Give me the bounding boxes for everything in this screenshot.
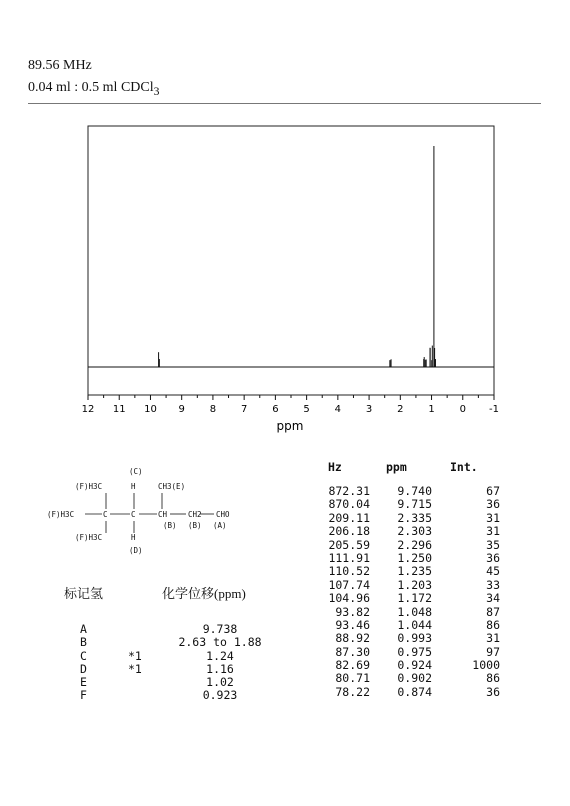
assignment-note: *1 xyxy=(128,661,142,676)
group-ch3-f-bottom: (F)H3C xyxy=(75,533,103,542)
peak-hz: 209.11 xyxy=(328,510,370,525)
header-int: Int. xyxy=(450,460,478,474)
x-tick-label: 9 xyxy=(178,404,185,415)
peak-hz: 870.04 xyxy=(328,497,370,512)
x-tick-label: 5 xyxy=(303,404,310,415)
peak-ppm: 0.902 xyxy=(397,671,432,686)
peak-ppm: 2.335 xyxy=(397,510,432,525)
peak-ppm: 1.235 xyxy=(397,564,432,579)
peak-hz: 93.82 xyxy=(335,604,370,619)
peak-intensity: 97 xyxy=(486,644,500,659)
x-tick-label: 7 xyxy=(240,404,248,415)
assignment-shift-header: 化学位移(ppm) xyxy=(162,586,246,601)
peak-ppm: 1.048 xyxy=(397,604,432,619)
peak-intensity: 67 xyxy=(486,484,500,498)
x-tick-label: 12 xyxy=(81,404,95,415)
assignment-shift-value: 9.738 xyxy=(202,622,238,636)
assignment-proton-label: E xyxy=(80,675,87,690)
group-ch: CH xyxy=(158,510,168,519)
label-a: (A) xyxy=(213,521,227,530)
solvent-subscript: 3 xyxy=(153,84,160,98)
atom-h-bottom: H xyxy=(131,533,136,542)
peak-intensity: 35 xyxy=(486,537,500,552)
group-ch2: CH2 xyxy=(188,510,202,519)
x-tick-label: 8 xyxy=(209,404,217,415)
atom-c-methine: C xyxy=(131,510,136,519)
peak-ppm: 1.250 xyxy=(397,550,432,565)
assignment-proton-label: F xyxy=(80,688,87,703)
group-cho: CHO xyxy=(216,510,230,519)
assignment-shift-value: 1.02 xyxy=(206,675,234,690)
assignment-label-header: 标记氢 xyxy=(64,586,104,601)
x-tick-label: 6 xyxy=(272,404,279,415)
label-d: (D) xyxy=(129,546,143,555)
assignment-shift-value: 2.63 to 1.88 xyxy=(178,635,262,650)
peak-ppm: 0.924 xyxy=(397,658,432,673)
peak-intensity: 36 xyxy=(486,550,500,565)
peak-hz: 78.22 xyxy=(335,684,370,699)
x-tick-label: 0 xyxy=(459,404,466,415)
peak-intensity: 86 xyxy=(486,671,500,686)
peak-hz: 206.18 xyxy=(328,524,370,539)
peak-ppm: 2.303 xyxy=(397,524,432,539)
peak-intensity: 45 xyxy=(486,564,500,579)
label-b-2: (B) xyxy=(188,521,202,530)
peak-hz: 88.92 xyxy=(335,631,370,646)
peak-hz: 80.71 xyxy=(335,671,370,686)
peak-intensity: 87 xyxy=(486,604,500,619)
label-b-1: (B) xyxy=(163,521,177,530)
atom-h-top: H xyxy=(131,482,136,491)
peak-ppm: 9.715 xyxy=(397,497,432,512)
assignment-shift-value: 1.24 xyxy=(206,648,234,663)
x-axis-label: ppm xyxy=(276,419,304,433)
peak-ppm: 1.172 xyxy=(397,591,432,606)
header-hz: Hz xyxy=(328,460,342,474)
assignment-proton-label: B xyxy=(80,635,87,650)
plot-frame xyxy=(88,126,494,395)
assignment-shift-value: 0.923 xyxy=(202,688,238,703)
peak-hz: 205.59 xyxy=(328,537,370,552)
peak-ppm: 2.296 xyxy=(397,537,432,552)
peak-intensity: 33 xyxy=(486,577,500,592)
peak-intensity: 31 xyxy=(486,510,500,525)
assignment-proton-label: D xyxy=(80,661,87,676)
spectrum-peaks xyxy=(159,146,436,367)
peak-ppm: 1.044 xyxy=(397,617,432,632)
peak-intensity: 1000 xyxy=(472,658,500,673)
x-tick-label: 1 xyxy=(428,404,435,415)
peak-hz: 93.46 xyxy=(335,617,370,632)
peak-hz: 111.91 xyxy=(328,550,370,565)
x-tick-label: 11 xyxy=(112,404,126,415)
spectrometer-frequency: 89.56 MHz xyxy=(28,58,92,73)
peak-ppm: 0.993 xyxy=(397,631,432,646)
x-tick-label: -1 xyxy=(489,404,499,415)
peak-intensity: 86 xyxy=(486,617,500,632)
group-ch3-f-top: (F)H3C xyxy=(75,482,103,491)
peak-hz: 110.52 xyxy=(328,564,370,579)
assignment-note: *1 xyxy=(128,648,142,663)
x-tick-label: 2 xyxy=(397,404,404,415)
peak-intensity: 36 xyxy=(486,684,500,699)
atom-c-quaternary: C xyxy=(103,510,108,519)
peak-hz: 872.31 xyxy=(328,484,370,498)
peak-ppm: 1.203 xyxy=(397,577,432,592)
header-ppm: ppm xyxy=(386,460,407,474)
peak-intensity: 31 xyxy=(486,631,500,646)
assignment-proton-label: C xyxy=(80,648,87,663)
solvent-text: 0.04 ml : 0.5 ml CDCl xyxy=(28,80,154,95)
group-ch3-e: CH3(E) xyxy=(158,482,186,491)
peak-intensity: 36 xyxy=(486,497,500,512)
x-axis-ticks xyxy=(82,395,499,415)
molecule-structure xyxy=(45,465,245,560)
assignment-shift-value: 1.16 xyxy=(206,661,234,676)
peak-ppm: 9.740 xyxy=(397,484,432,498)
assignment-proton-label: A xyxy=(80,622,87,636)
peak-intensity: 34 xyxy=(486,591,500,606)
peak-hz: 82.69 xyxy=(335,658,370,673)
x-tick-label: 10 xyxy=(144,404,157,415)
group-ch3-f-left: (F)H3C xyxy=(47,510,75,519)
peak-hz: 107.74 xyxy=(328,577,370,592)
peak-ppm: 0.874 xyxy=(397,684,432,699)
x-tick-label: 3 xyxy=(365,404,373,415)
peak-ppm: 0.975 xyxy=(397,644,432,659)
x-tick-label: 4 xyxy=(334,404,342,415)
peak-hz: 104.96 xyxy=(328,591,370,606)
label-c: (C) xyxy=(129,467,143,476)
peak-intensity: 31 xyxy=(486,524,500,539)
peak-hz: 87.30 xyxy=(335,644,370,659)
